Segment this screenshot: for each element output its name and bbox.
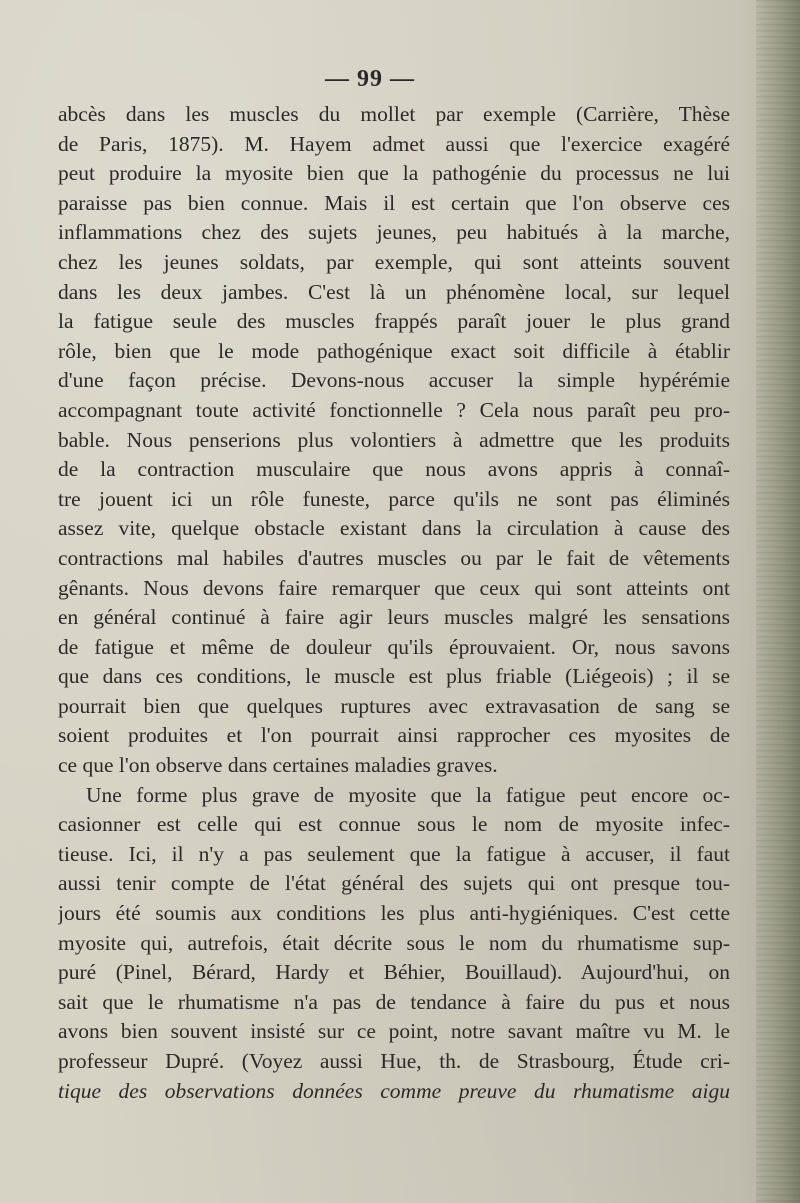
text-line: d'une façon précise. Devons-nous accuser la simple hypérémie xyxy=(58,368,730,393)
text-line: gênants. Nous devons faire remarquer que ceux qui sont atteints ont xyxy=(58,575,730,600)
text-line: contractions mal habiles d'autres muscles ou par le fait de vêtements xyxy=(58,545,730,570)
text-line: myosite qui, autrefois, était décrite sous le nom du rhumatisme sup- xyxy=(58,930,730,955)
text-line: de la contraction musculaire que nous avons appris à connaî- xyxy=(58,457,730,482)
text-line: en général continué à faire agir leurs muscles malgré les sensations xyxy=(58,605,730,630)
text-line: la fatigue seule des muscles frappés paraît jouer le plus grand xyxy=(58,309,730,334)
text-line: que dans ces conditions, le muscle est plus friable (Liégeois) ; il se xyxy=(58,664,730,689)
text-line: ce que l'on observe dans certaines maladies graves. xyxy=(58,753,498,778)
text-line: sait que le rhumatisme n'a pas de tendance à faire du pus et nous xyxy=(58,989,730,1014)
text-line: tique des observations données comme preuve du rhumatisme aigu xyxy=(58,1078,730,1103)
text-line: avons bien souvent insisté sur ce point, notre savant maître vu M. le xyxy=(58,1019,730,1044)
text-line: puré (Pinel, Bérard, Hardy et Béhier, Bouillaud). Aujourd'hui, on xyxy=(58,960,730,985)
text-line: chez les jeunes soldats, par exemple, qui sont atteints souvent xyxy=(58,249,730,274)
text-line: dans les deux jambes. C'est là un phénomène local, sur lequel xyxy=(58,279,730,304)
text-line: bable. Nous penserions plus volontiers à admettre que les produits xyxy=(58,427,730,452)
paragraph-start-line: Une forme plus grave de myosite que la fatigue peut encore oc- xyxy=(86,782,730,807)
text-line: soient produites et l'on pourrait ainsi rapprocher ces myosites de xyxy=(58,723,730,748)
text-line: de fatigue et même de douleur qu'ils éprouvaient. Or, nous savons xyxy=(58,634,730,659)
text-line: jours été soumis aux conditions les plus anti-hygiéniques. C'est cette xyxy=(58,901,730,926)
page-edge-shadow xyxy=(756,0,800,1203)
page-number: — 99 — xyxy=(325,66,415,92)
text-line: assez vite, quelque obstacle existant dans la circulation à cause des xyxy=(58,516,730,541)
text-line: professeur Dupré. (Voyez aussi Hue, th. de Strasbourg, Étude cri- xyxy=(58,1049,730,1073)
text-line: casionner est celle qui est connue sous le nom de myosite infec- xyxy=(58,812,730,837)
text-line: inflammations chez des sujets jeunes, peu habitués à la marche, xyxy=(58,220,730,245)
text-line: tieuse. Ici, il n'y a pas seulement que la fatigue à accuser, il faut xyxy=(58,841,730,866)
text-line: aussi tenir compte de l'état général des sujets qui ont presque tou- xyxy=(58,871,730,896)
text-line: tre jouent ici un rôle funeste, parce qu'ils ne sont pas éliminés xyxy=(58,486,730,511)
text-line: rôle, bien que le mode pathogénique exact soit difficile à établir xyxy=(58,338,730,363)
text-line: accompagnant toute activité fonctionnelle ? Cela nous paraît peu pro- xyxy=(58,397,730,422)
text-line: pourrait bien que quelques ruptures avec extravasation de sang se xyxy=(58,693,730,718)
text-line: de Paris, 1875). M. Hayem admet aussi que l'exercice exagéré xyxy=(58,131,730,156)
body-text xyxy=(58,100,730,1106)
text-line: paraisse pas bien connue. Mais il est certain que l'on observe ces xyxy=(58,190,730,215)
text-line: peut produire la myosite bien que la pathogénie du processus ne lui xyxy=(58,161,730,186)
text-line: abcès dans les muscles du mollet par exemple (Carrière, Thèse xyxy=(58,102,730,126)
